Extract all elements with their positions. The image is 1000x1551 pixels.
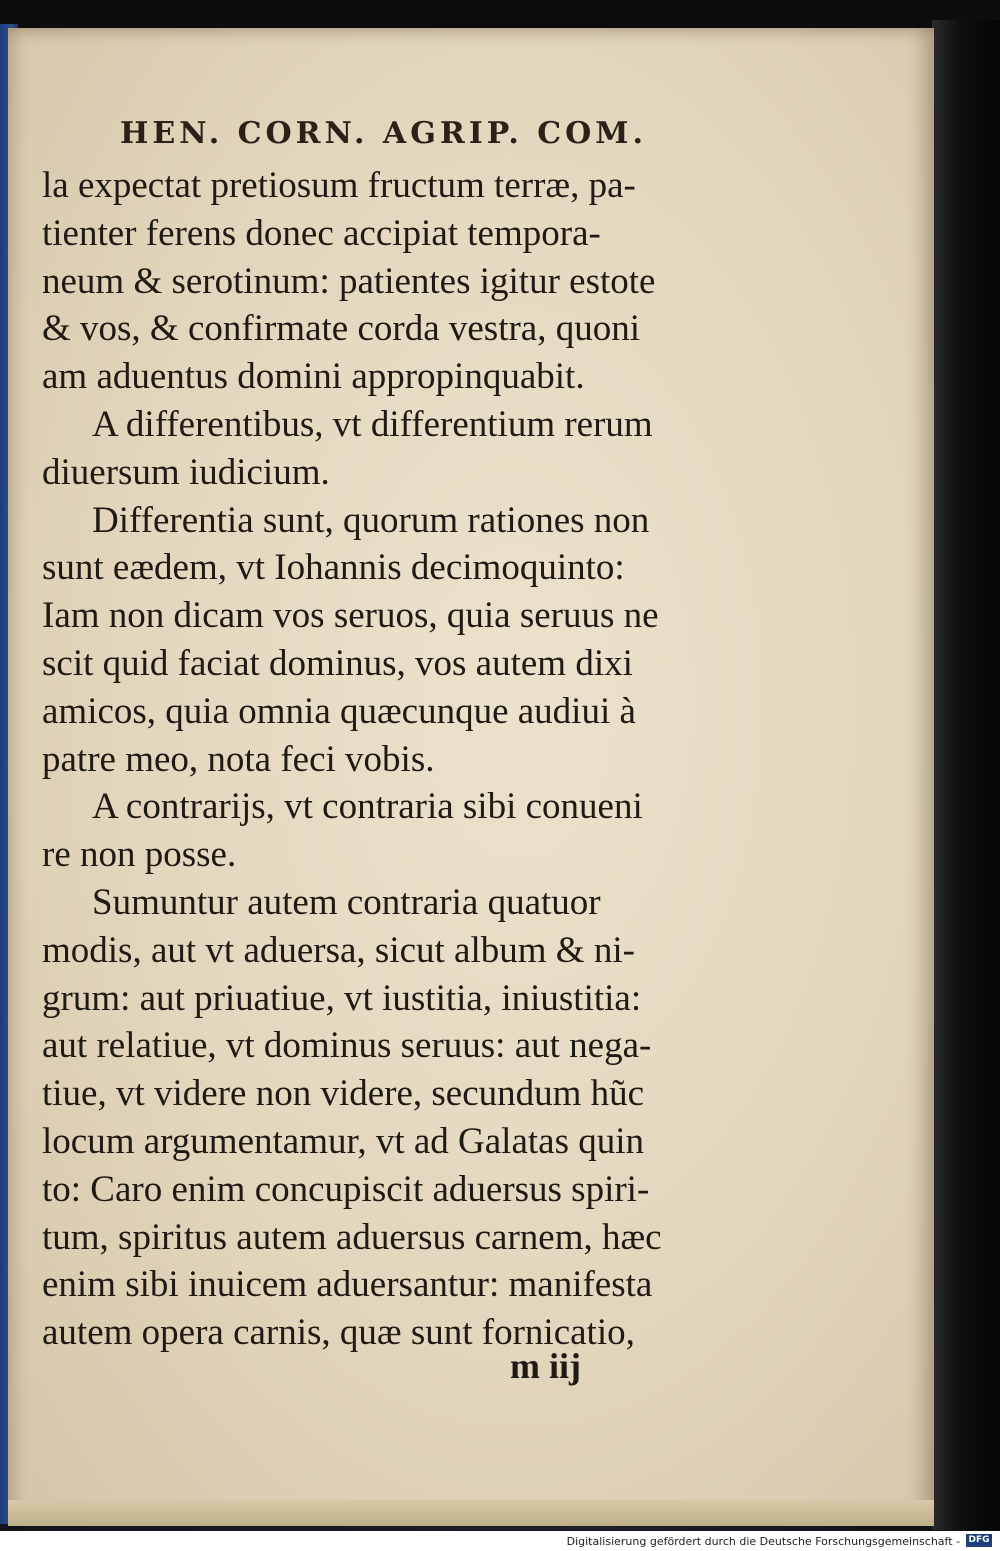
text-line: amicos, quia omnia quæcunque audiui à [42, 690, 636, 732]
book-binding-edge-right [932, 20, 1000, 1530]
text-line: sunt eædem, vt Iohannis decimoquinto: [42, 547, 625, 589]
text-line: tum, spiritus autem aduersus carnem, hæc [42, 1216, 662, 1258]
text-line: A differentibus, vt differentium rerum [92, 403, 653, 445]
text-line: diuersum iudicium. [42, 451, 330, 493]
text-line: neum & serotinum: patientes igitur estote [42, 260, 656, 302]
text-line: A contrarijs, vt contraria sibi conueni [92, 786, 643, 828]
running-head: HEN. CORN. AGRIP. COM. [120, 116, 647, 151]
text-line: grum: aut priuatiue, vt iustitia, iniustitia: [42, 977, 642, 1019]
scan-top-strip [0, 0, 1000, 30]
text-line: patre meo, nota feci vobis. [42, 738, 435, 780]
page-bottom-edge [8, 1500, 934, 1526]
text-line: Differentia sunt, quorum rationes non [92, 499, 650, 541]
text-line: tiue, vt videre non videre, secundum hũc [42, 1073, 645, 1115]
text-line: to: Caro enim concupiscit aduersus spiri- [42, 1168, 650, 1210]
text-line: enim sibi inuicem aduersantur: manifesta [42, 1264, 653, 1306]
text-line: & vos, & confirmate corda vestra, quoni [42, 308, 640, 350]
text-line: aut relatiue, vt dominus seruus: aut nega- [42, 1025, 652, 1067]
text-line: autem opera carnis, quæ sunt fornicatio, [42, 1312, 635, 1354]
text-line: scit quid faciat dominus, vos autem dixi [42, 642, 633, 684]
signature-mark: m iij [510, 1346, 581, 1386]
text-line: am aduentus domini appropinquabit. [42, 356, 585, 398]
text-line: Sumuntur autem contraria quatuor [92, 881, 601, 923]
text-line: locum argumentamur, vt ad Galatas quin [42, 1120, 645, 1162]
text-line: la expectat pretiosum fructum terræ, pa- [42, 165, 636, 206]
text-line: re non posse. [42, 834, 237, 876]
page-text-block [42, 162, 742, 1357]
text-line: Iam non dicam vos seruos, quia seruus ne [42, 595, 659, 637]
text-line: tienter ferens donec accipiat tempora- [42, 212, 601, 254]
dfg-logo: DFG [966, 1534, 992, 1547]
digitization-credit: Digitalisierung gefördert durch die Deutsche Forschungsgemeinschaft - [566, 1535, 960, 1548]
text-line: modis, aut vt aduersa, sicut album & ni- [42, 929, 635, 971]
